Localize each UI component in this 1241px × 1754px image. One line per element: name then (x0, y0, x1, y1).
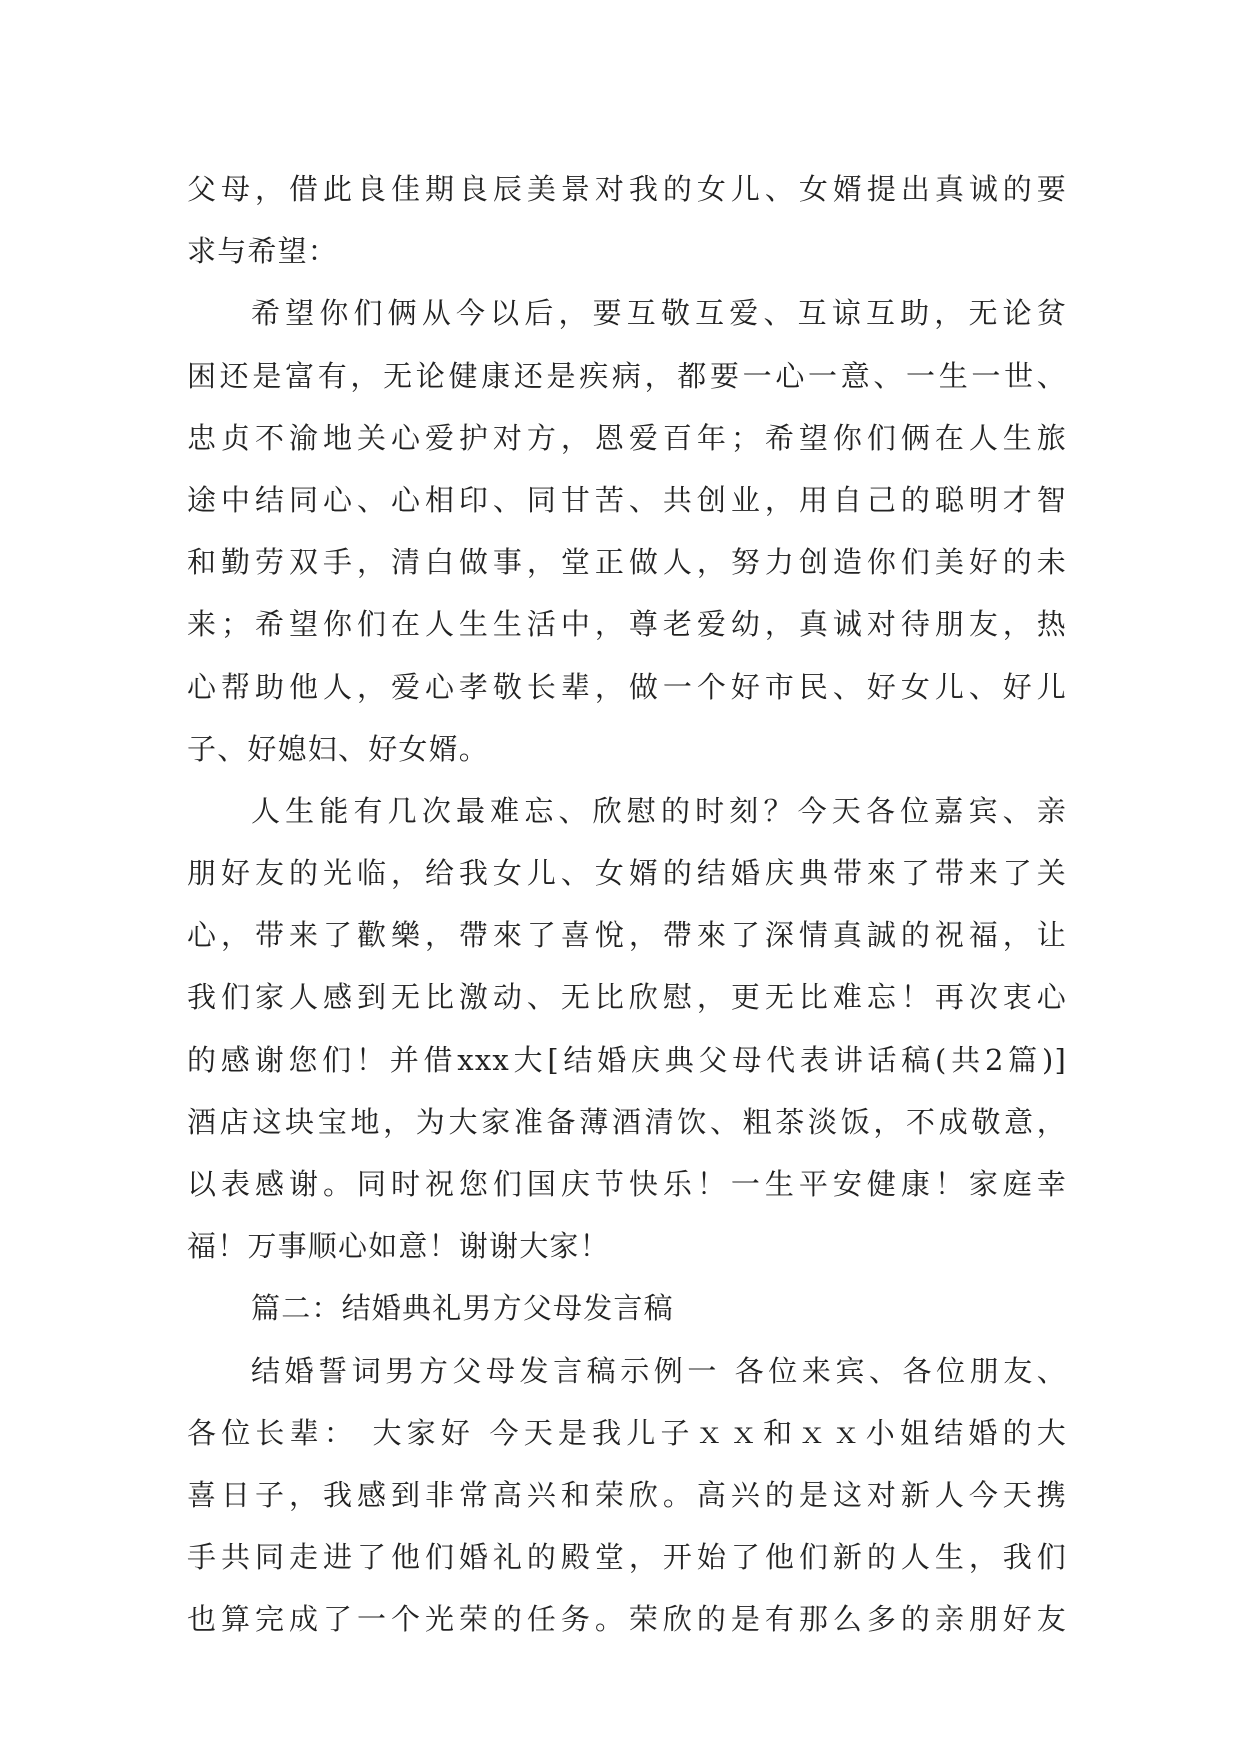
text-line: 朋好友的光临，给我女儿、女婿的结婚庆典带來了带来了关 (187, 856, 1067, 891)
text-line: 我们家人感到无比激动、无比欣慰，更无比难忘！再次衷心 (187, 980, 1067, 1015)
text-line: 子、好媳妇、好女婿。 (187, 731, 490, 766)
text-line: 和勤劳双手，清白做事，堂正做人，努力创造你们美好的未 (187, 545, 1067, 580)
text-line: 各位长辈： 大家好 今天是我儿子ｘｘ和ｘｘ小姐结婚的大 (187, 1415, 1067, 1450)
text-line: 结婚誓词男方父母发言稿示例一 各位来宾、各位朋友、 (251, 1353, 1067, 1388)
text-line: 以表感谢。同时祝您们国庆节快乐！一生平安健康！家庭幸 (187, 1167, 1067, 1201)
text-line: 酒店这块宝地，为大家准备薄酒清饮、粗茶淡饭，不成敬意， (187, 1104, 1067, 1139)
text-line: 也算完成了一个光荣的任务。荣欣的是有那么多的亲朋好友 (187, 1602, 1067, 1637)
document-body-text (187, 158, 1067, 1651)
text-line: 困还是富有，无论健康还是疾病，都要一心一意、一生一世、 (187, 358, 1067, 393)
text-line: 手共同走进了他们婚礼的殿堂，开始了他们新的人生，我们 (187, 1540, 1067, 1575)
text-line: 人生能有几次最难忘、欣慰的时刻？今天各位嘉宾、亲 (251, 793, 1067, 828)
text-line: 心帮助他人，爱心孝敬长辈，做一个好市民、好女儿、好儿 (187, 669, 1067, 704)
text-line: 的感谢您们！并借xxx大[结婚庆典父母代表讲话稿(共2篇)] (187, 1042, 1067, 1077)
text-line: 希望你们俩从今以后，要互敬互爱、互谅互助，无论贫 (251, 296, 1067, 331)
text-line: 心，带来了歡樂，帶來了喜悅，帶來了深情真誠的祝福，让 (187, 918, 1067, 953)
text-line: 求与希望： (187, 234, 339, 269)
text-line: 喜日子，我感到非常高兴和荣欣。高兴的是这对新人今天携 (187, 1477, 1067, 1512)
text-line: 福！万事顺心如意！谢谢大家！ (187, 1229, 610, 1264)
text-line: 篇二：结婚典礼男方父母发言稿 (251, 1291, 674, 1326)
text-line: 来；希望你们在人生生活中，尊老爱幼，真诚对待朋友，热 (187, 607, 1067, 642)
text-line: 父母，借此良佳期良辰美景对我的女儿、女婿提出真诚的要 (187, 172, 1067, 206)
text-line: 忠贞不渝地关心爱护对方，恩爱百年；希望你们俩在人生旅 (187, 420, 1067, 455)
text-line: 途中结同心、心相印、同甘苦、共创业，用自己的聪明才智 (187, 482, 1067, 517)
